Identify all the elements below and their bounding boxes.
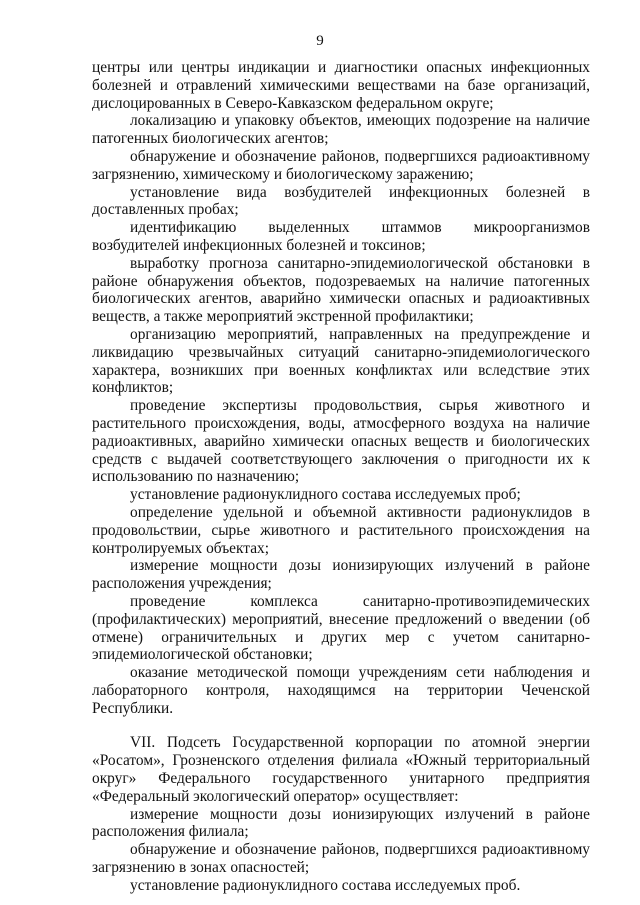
paragraph: идентификацию выделенных штаммов микроорганизмов возбудителей инфекционных болезней и токсинов; <box>92 219 590 254</box>
paragraph: организацию мероприятий, направленных на предупреждение и ликвидацию чрезвычайных ситуаций санитарно-эпидемиологического характера, возникших при военных конфликтах или вследствие этих конфликтов; <box>92 325 590 397</box>
paragraph: выработку прогноза санитарно-эпидемиологической обстановки в районе обнаружения объектов, подозреваемых на наличие патогенных биологических агентов, аварийно химически опасных и радиоактивных веществ, а также мероприятий экстренной профилактики; <box>92 254 590 326</box>
paragraph: установление радионуклидного состава исследуемых проб; <box>130 486 521 504</box>
section-item: измерение мощности дозы ионизирующих излучений в районе расположения филиала; <box>92 805 590 841</box>
paragraph: оказание методической помощи учреждениям сети наблюдения и лабораторного контроля, находящимся на территории Чеченской Республики. <box>92 664 590 717</box>
paragraph: измерение мощности дозы ионизирующих излучений в районе расположения учреждения; <box>92 557 590 593</box>
paragraph: проведение комплекса санитарно-противоэпидемических (профилактических) мероприятий, внесение предложений о введении (об отмене) ограничительных и других мер с учетом санитарно-эпидемиологической обстановки; <box>92 592 590 664</box>
section-item: установление радионуклидного состава исследуемых проб. <box>130 876 521 894</box>
paragraph: установление вида возбудителей инфекционных болезней в доставленных пробах; <box>92 183 590 219</box>
paragraph: обнаружение и обозначение районов, подвергшихся радиоактивному загрязнению, химическому и биологическому заражению; <box>92 147 590 183</box>
document-body <box>92 59 590 895</box>
page-number: 9 <box>316 33 324 49</box>
paragraph: центры или центры индикации и диагностики опасных инфекционных болезней и отравлений химическими веществами на базе организаций, дислоцированных в Северо-Кавказском федеральном округе; <box>92 59 590 112</box>
section-gap <box>92 717 590 734</box>
section-item: обнаружение и обозначение районов, подвергшихся радиоактивному загрязнению в зонах опасностей; <box>92 841 590 877</box>
paragraph: локализацию и упаковку объектов, имеющих подозрение на наличие патогенных биологических агентов; <box>92 112 590 148</box>
paragraph: определение удельной и объемной активности радионуклидов в продовольствии, сырье животного и растительного происхождения на контролируемых объектах; <box>92 503 590 557</box>
paragraph: проведение экспертизы продовольствия, сырья животного и растительного происхождения, воды, атмосферного воздуха на наличие радиоактивных, аварийно химически опасных веществ и биологических средств с выдачей соответствующего заключения о пригодности их к использованию по назначению; <box>92 397 590 486</box>
section-heading: VII. Подсеть Государственной корпорации по атомной энергии «Росатом», Грозненского отделения филиала «Южный территориальный округ» Федерального государственного унитарного предприятия «Федеральный экологический оператор» осуществляет: <box>92 734 590 805</box>
